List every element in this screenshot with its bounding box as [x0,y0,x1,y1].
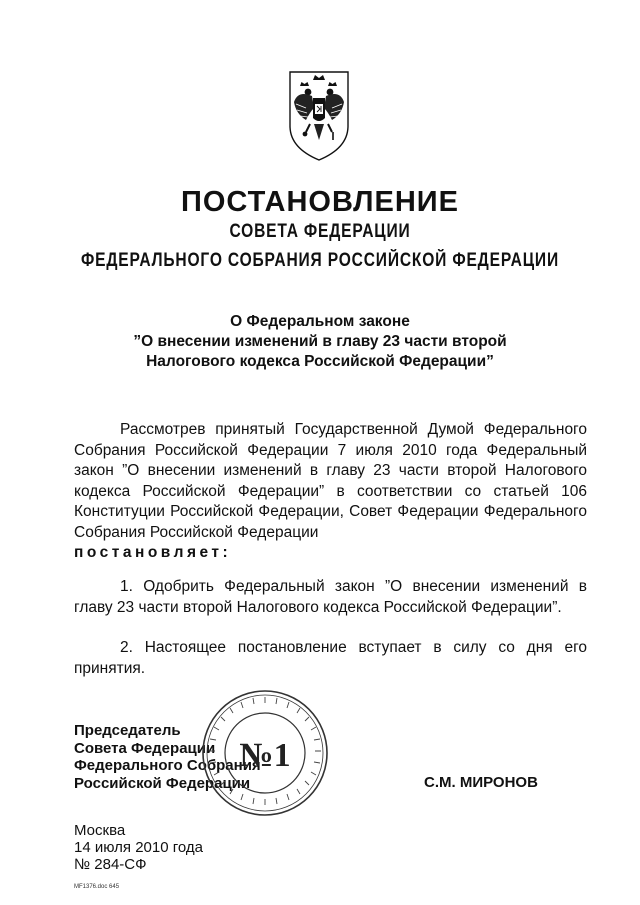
resolves-word: постановляет: [74,544,232,561]
file-code: MF1376.doc 645 [74,884,120,890]
item-1-paragraph [74,577,587,618]
seal-number: №1 [239,737,291,774]
document-subject [0,312,640,372]
subject-line: О Федеральном законе [230,313,410,330]
signer-name: С.М. МИРОНОВ [424,774,538,791]
signature-line: Российской Федерации [74,774,251,792]
signature-line: Совета Федерации [74,739,216,757]
preamble-paragraph [74,420,587,564]
preamble-text: Рассмотрев принятый Государственной Думой Федерального Собрания Российской Федерации 7 июля 2010 года Федеральный закон ”О внесении изменений в главу 23 части второй Налогового кодекса Российской Федерации” в соответствии со статьей 106 Конституции Российской Федерации, Совет Федерации Федерального Собрания Российской Федерации [74,421,587,541]
document-footer [74,822,203,873]
subject-line: ”О внесении изменений в главу 23 части второй [133,333,507,350]
issuer-line-full: ФЕДЕРАЛЬНОГО СОБРАНИЯ РОССИЙСКОЙ ФЕДЕРАЦИИ [81,250,559,271]
signature-line: Федерального Собрания [74,757,261,774]
item-2-paragraph [74,638,587,679]
coat-of-arms-emblem-icon [286,68,352,164]
document-title: ПОСТАНОВЛЕНИЕ [181,186,459,218]
item-2-text: 2. Настоящее постановление вступает в силу со дня его принятия. [74,639,587,677]
subject-line: Налогового кодекса Российской Федерации” [146,353,494,370]
issuer-line: СОВЕТА ФЕДЕРАЦИИ [229,221,411,242]
issue-city: Москва [74,822,126,839]
document-number: № 284-СФ [74,856,147,873]
issue-date: 14 июля 2010 года [74,839,203,856]
item-1-text: 1. Одобрить Федеральный закон ”О внесении изменений в главу 23 части второй Налогового кодекса Российской Федерации”. [74,578,587,616]
official-seal-stamp [200,688,330,818]
signature-line: Председатель [74,722,181,739]
